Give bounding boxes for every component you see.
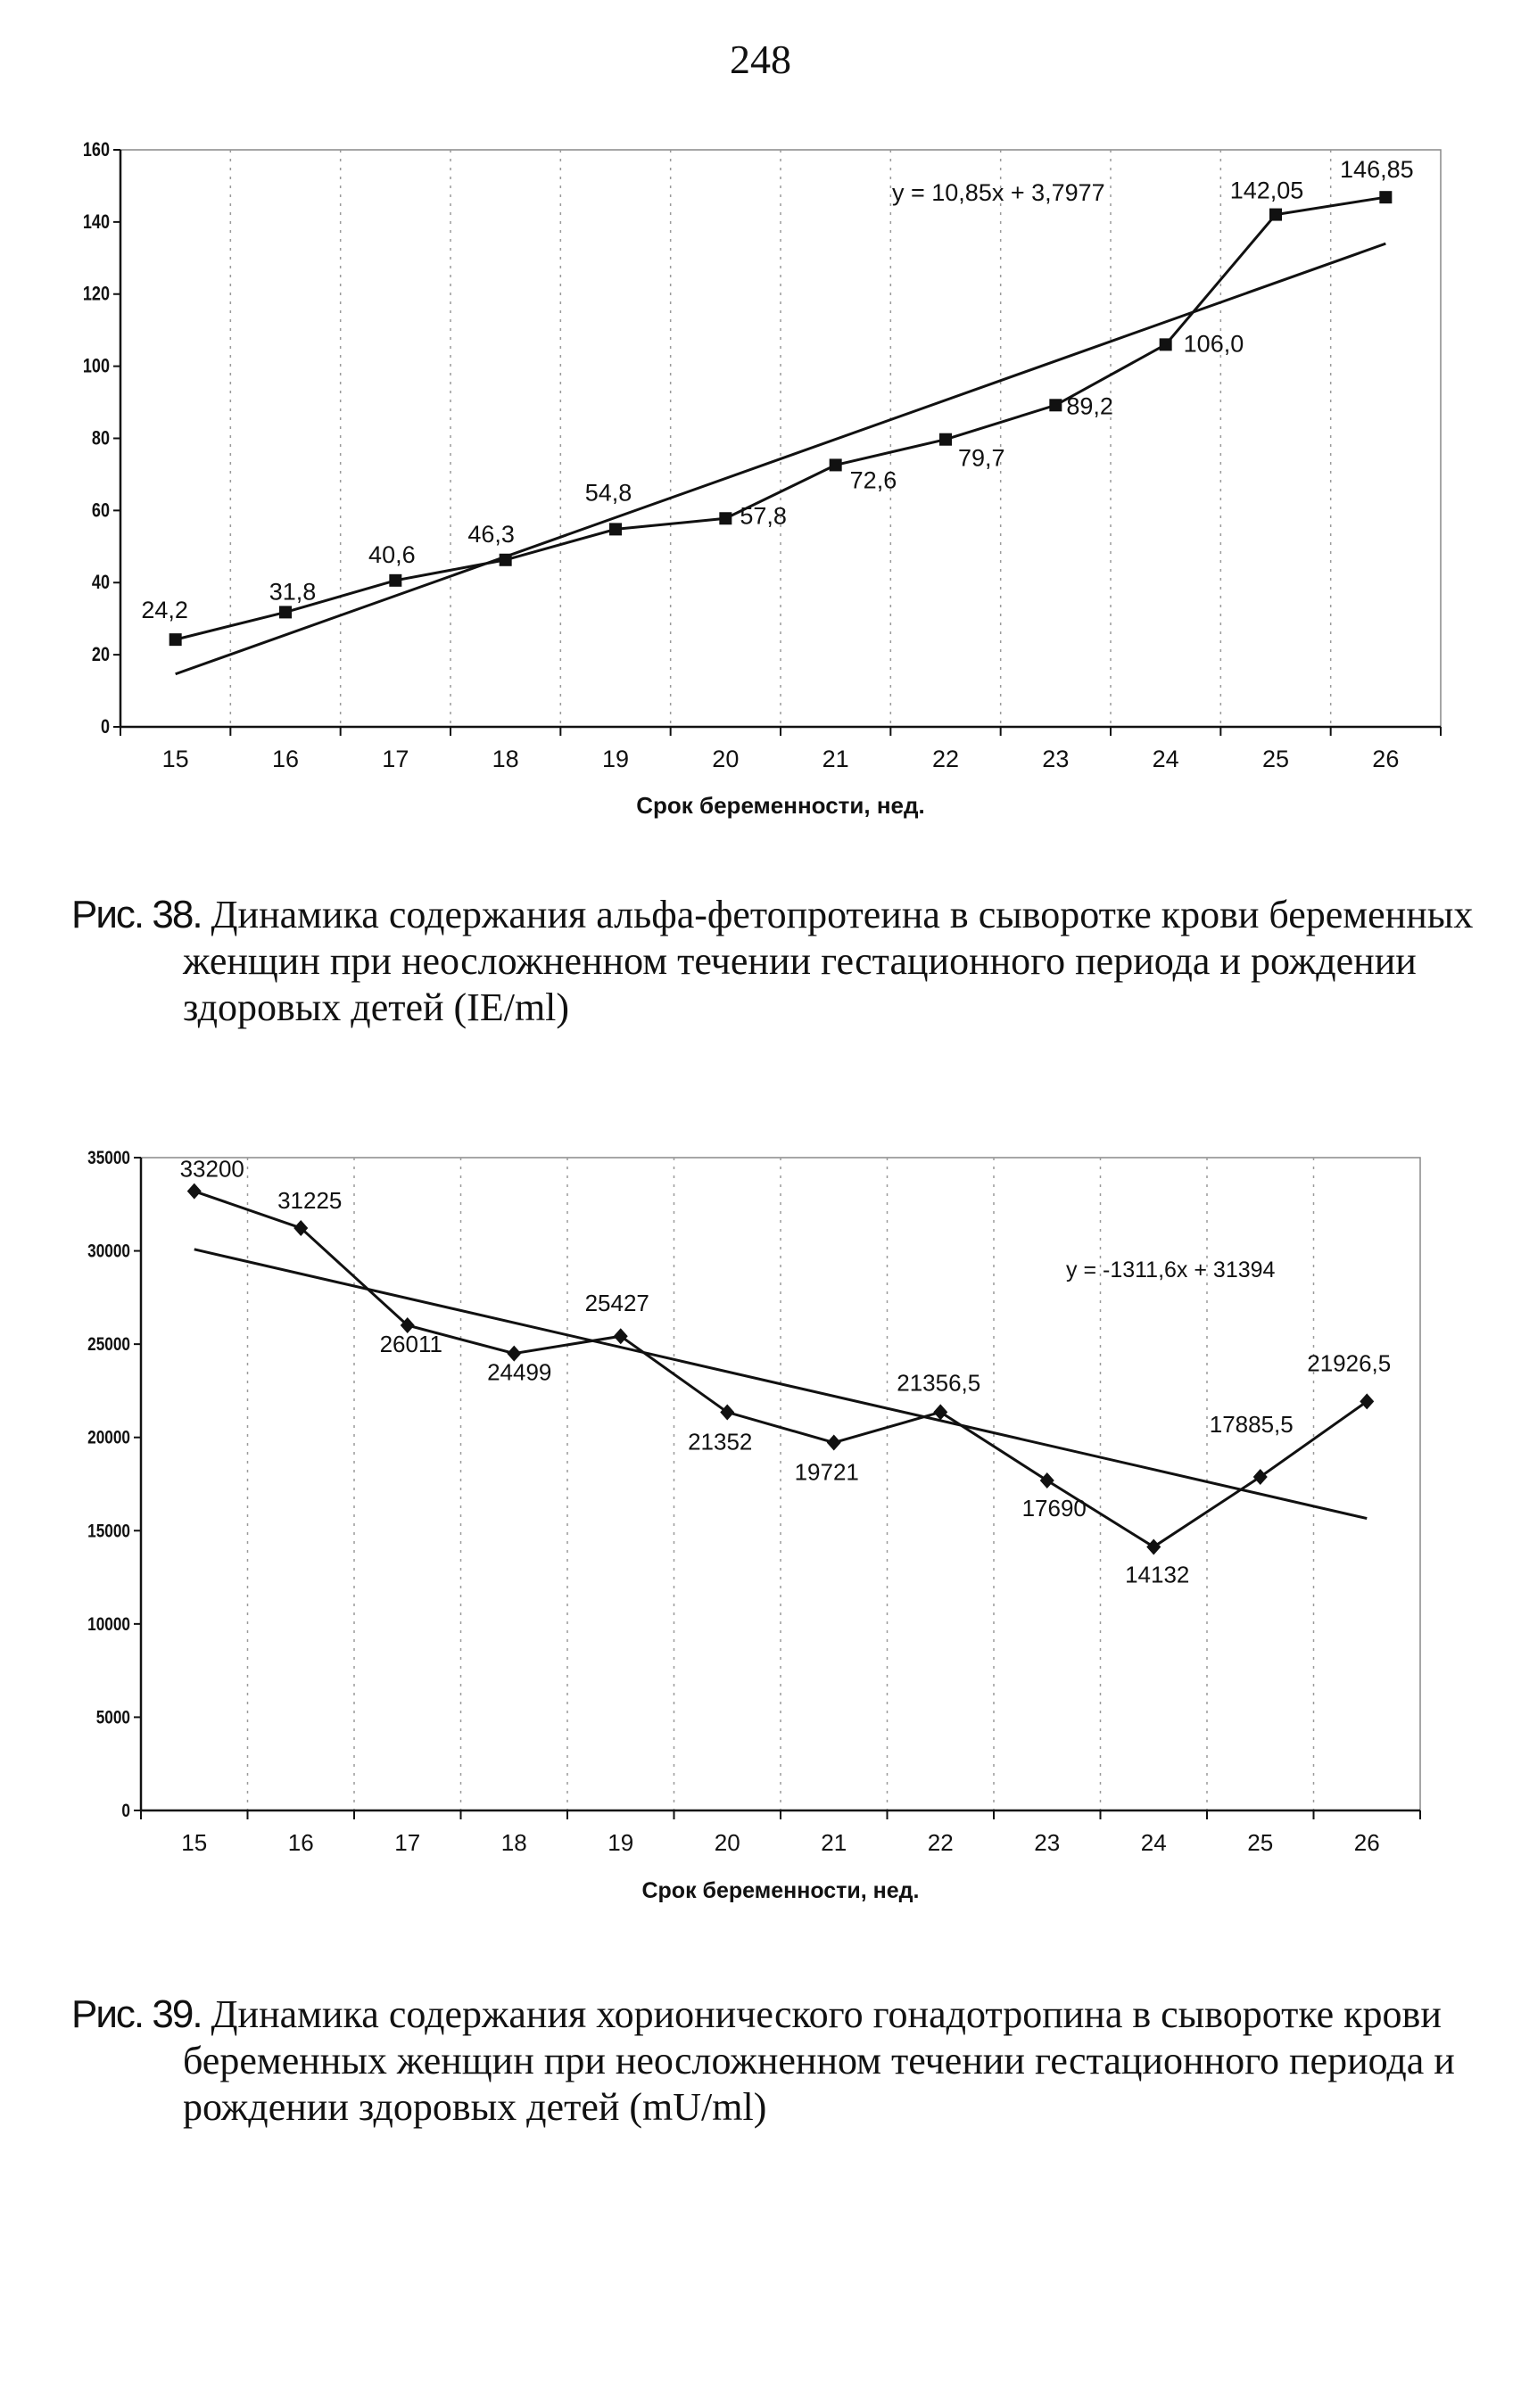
x-tick-label: 25 [1247, 1829, 1274, 1856]
data-point [187, 1183, 202, 1200]
data-point [939, 433, 952, 446]
y-tick-label: 60 [91, 499, 111, 522]
plot-area [120, 150, 1441, 727]
data-point [830, 458, 842, 471]
data-point [720, 1404, 734, 1420]
data-point [1269, 209, 1282, 221]
data-label: 57,8 [740, 502, 787, 530]
y-tick-label: 20000 [87, 1428, 131, 1449]
data-label: 72,6 [849, 466, 897, 494]
data-label: 89,2 [1066, 392, 1113, 420]
data-label: 17885,5 [1209, 1410, 1294, 1438]
data-point [389, 574, 401, 587]
y-tick-label: 100 [82, 356, 111, 378]
data-point [827, 1435, 841, 1451]
y-tick-label: 15000 [87, 1521, 131, 1542]
y-tick-label: 160 [82, 139, 111, 161]
x-tick-label: 22 [931, 746, 960, 772]
data-point [719, 512, 732, 524]
x-tick-label: 21 [821, 1829, 847, 1856]
x-tick-label: 22 [927, 1829, 954, 1856]
data-label: 40,6 [368, 540, 416, 568]
data-point [1253, 1469, 1268, 1485]
x-tick-label: 20 [712, 746, 740, 772]
x-tick-label: 25 [1261, 746, 1290, 772]
data-point [1160, 338, 1172, 350]
data-point [500, 554, 512, 566]
data-label: 33200 [179, 1155, 244, 1183]
data-label: 24,2 [141, 597, 188, 624]
data-point [614, 1328, 628, 1344]
x-tick-label: 21 [822, 746, 849, 772]
data-point [609, 523, 622, 535]
data-point [1360, 1393, 1374, 1409]
x-tick-label: 15 [181, 1829, 208, 1856]
data-label: 25427 [584, 1290, 649, 1317]
data-label: 14132 [1125, 1561, 1190, 1588]
figure-label: Рис. 39. [71, 1992, 202, 2036]
x-tick-label: 19 [601, 746, 630, 772]
chart-hcg [0, 1133, 1521, 1935]
data-point [1146, 1538, 1161, 1554]
y-tick-label: 120 [82, 284, 111, 306]
x-tick-label: 16 [287, 1829, 314, 1856]
page-number: 248 [730, 37, 791, 82]
data-label: 21356,5 [897, 1369, 981, 1397]
trendline [176, 243, 1386, 674]
x-axis-title: Срок беременности, нед. [636, 792, 925, 819]
chart-afp [0, 134, 1521, 847]
trendline-equation: y = -1311,6x + 31394 [1066, 1258, 1276, 1282]
data-point [1049, 399, 1062, 411]
figure-caption-39 [71, 1992, 1521, 2131]
y-tick-label: 80 [91, 427, 111, 449]
x-tick-label: 23 [1042, 746, 1070, 772]
x-tick-label: 24 [1140, 1829, 1167, 1856]
y-tick-label: 0 [100, 716, 111, 738]
x-axis-title: Срок беременности, нед. [641, 1878, 920, 1903]
data-label: 106,0 [1183, 330, 1244, 358]
x-tick-label: 18 [492, 746, 519, 772]
y-tick-label: 5000 [95, 1707, 131, 1728]
data-label: 21926,5 [1307, 1349, 1392, 1377]
y-tick-label: 40 [91, 572, 111, 594]
figure-label: Рис. 38. [71, 893, 202, 936]
data-label: 31225 [277, 1186, 343, 1214]
data-label: 46,3 [467, 520, 515, 548]
y-tick-label: 0 [121, 1801, 131, 1822]
x-tick-label: 26 [1372, 746, 1400, 772]
x-tick-label: 20 [714, 1829, 740, 1856]
figure-caption-text: Динамика содержания альфа-фетопротеина в сыворотке крови беременных женщин при неосложненном течении гестационного периода и рождении здоровых детей (IE/ml) [183, 893, 1474, 1029]
x-tick-label: 17 [382, 746, 409, 772]
trendline-equation: y = 10,85x + 3,7977 [892, 179, 1105, 206]
y-tick-label: 10000 [87, 1614, 131, 1636]
x-tick-label: 19 [608, 1829, 634, 1856]
x-tick-label: 18 [500, 1829, 527, 1856]
y-tick-label: 140 [82, 211, 111, 234]
data-label: 79,7 [958, 444, 1005, 472]
x-tick-label: 23 [1034, 1829, 1061, 1856]
y-tick-label: 20 [91, 644, 111, 666]
data-label: 54,8 [584, 479, 632, 507]
data-label: 146,85 [1340, 156, 1414, 184]
data-point [169, 633, 182, 646]
data-label: 17690 [1021, 1495, 1087, 1522]
x-tick-label: 15 [161, 746, 189, 772]
data-label: 21352 [688, 1428, 753, 1456]
data-point [1379, 191, 1392, 203]
y-tick-label: 35000 [87, 1148, 131, 1169]
x-tick-label: 24 [1152, 746, 1179, 772]
figure-caption-38 [71, 892, 1521, 1031]
y-tick-label: 25000 [87, 1334, 131, 1356]
data-point [279, 606, 292, 618]
y-tick-label: 30000 [87, 1241, 131, 1263]
figure-caption-text: Динамика содержания хорионического гонадотропина в сыворотке крови беременных женщин при неосложненном течении гестационного периода и рождении здоровых детей (mU/ml) [183, 1992, 1455, 2129]
x-tick-label: 17 [394, 1829, 421, 1856]
x-tick-label: 26 [1353, 1829, 1380, 1856]
data-label: 31,8 [269, 578, 317, 606]
data-label: 19721 [794, 1458, 859, 1486]
data-label: 24499 [487, 1358, 552, 1386]
data-label: 142,05 [1229, 177, 1304, 204]
data-label: 26011 [379, 1330, 442, 1357]
x-tick-label: 16 [271, 746, 300, 772]
data-point [933, 1404, 947, 1420]
data-point [1040, 1472, 1054, 1489]
series-line [194, 1192, 1368, 1547]
